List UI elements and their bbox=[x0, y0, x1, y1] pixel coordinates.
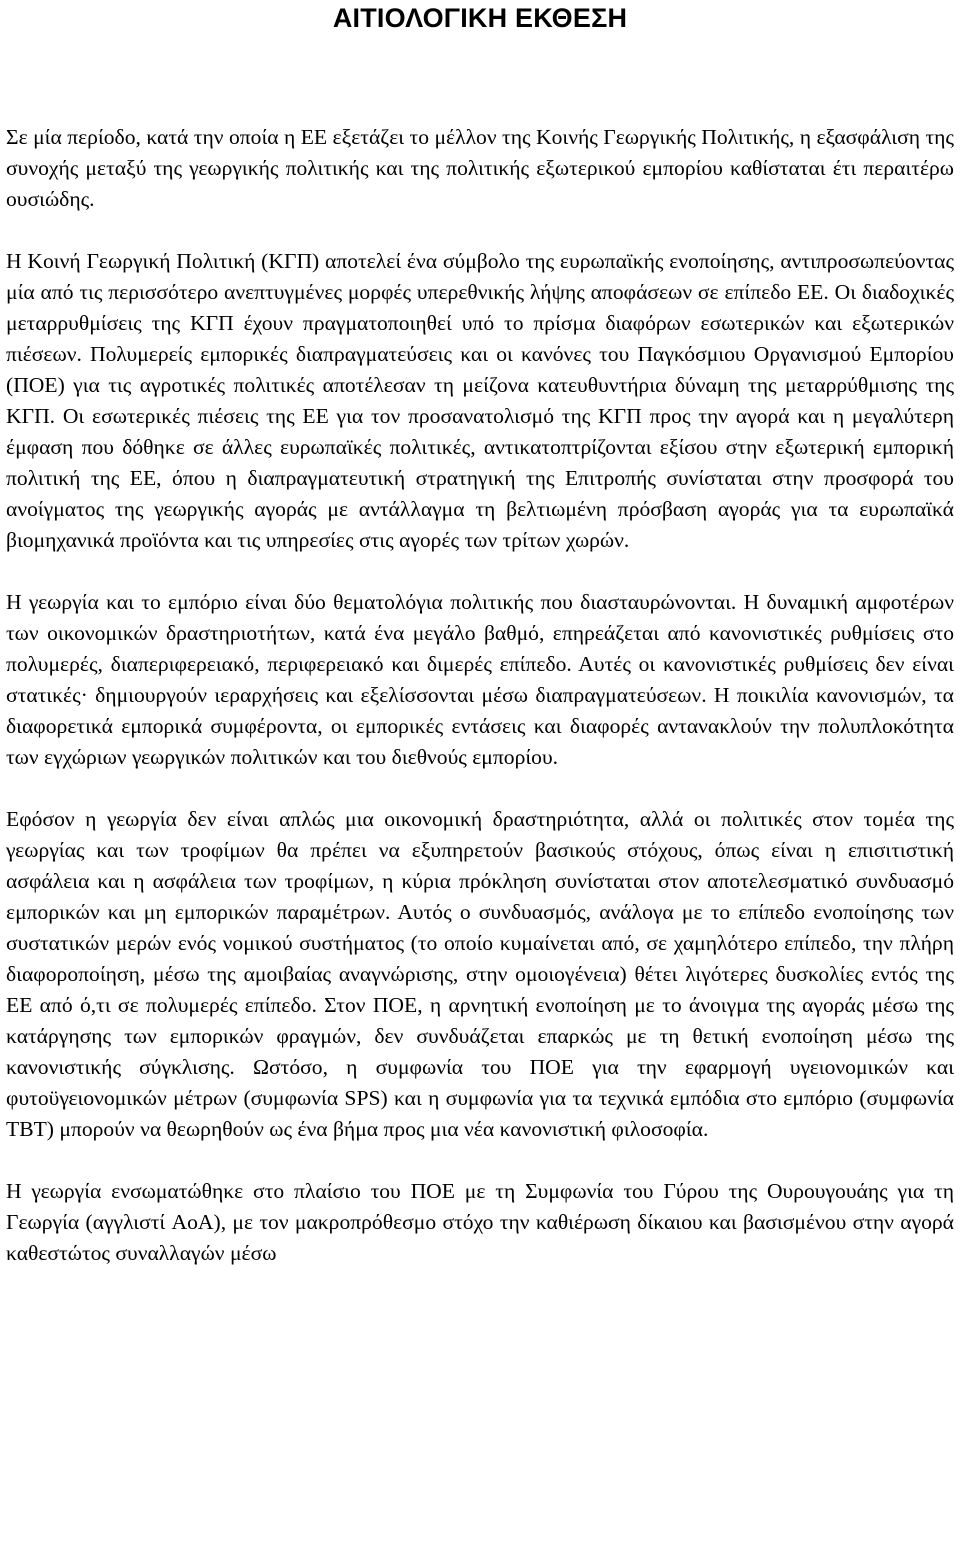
paragraph-2: Η Κοινή Γεωργική Πολιτική (ΚΓΠ) αποτελεί ένα σύμβολο της ευρωπαϊκής ενοποίησης, αντιπροσωπεύοντας μία από τις περισσότερο ανεπτυγμένες μορφές υπερεθνικής λήψης αποφάσεων σε επίπεδο ΕΕ. Οι διαδοχικές μεταρρυθμίσεις της ΚΓΠ έχουν πραγματοποιηθεί υπό το πρίσμα διαφόρων εσωτερικών και εξωτερικών πιέσεων. Πολυμερείς εμπορικές διαπραγματεύσεις και οι κανόνες του Παγκόσμιου Οργανισμού Εμπορίου (ΠΟΕ) για τις αγροτικές πολιτικές αποτέλεσαν τη μείζονα κατευθυντήρια δύναμη της μεταρρύθμισης της ΚΓΠ. Οι εσωτερικές πιέσεις της ΕΕ για τον προσανατολισμό της ΚΓΠ προς την αγορά και η μεγαλύτερη έμφαση που δόθηκε σε άλλες ευρωπαϊκές πολιτικές, αντικατοπτρίζονται εξίσου στην εξωτερική εμπορική πολιτική της ΕΕ, όπου η διαπραγματευτική στρατηγική της Επιτροπής συνίσταται στην προσφορά του ανοίγματος της γεωργικής αγοράς με αντάλλαγμα τη βελτιωμένη πρόσβαση αγοράς για τα ευρωπαϊκά βιομηχανικά προϊόντα και τις υπηρεσίες στις αγορές των τρίτων χωρών. bbox=[6, 249, 954, 552]
document-body bbox=[6, 122, 954, 1269]
paragraph-4: Εφόσον η γεωργία δεν είναι απλώς μια οικονομική δραστηριότητα, αλλά οι πολιτικές στον τομέα της γεωργίας και των τροφίμων θα πρέπει να εξυπηρετούν βασικούς στόχους, όπως είναι η επισιτιστική ασφάλεια και η ασφάλεια των τροφίμων, η κύρια πρόκληση συνίσταται στον αποτελεσματικό συνδυασμό εμπορικών και μη εμπορικών παραμέτρων. Αυτός ο συνδυασμός, ανάλογα με το επίπεδο ενοποίησης των συστατικών μερών ενός νομικού συστήματος (το οποίο κυμαίνεται από, σε χαμηλότερο επίπεδο, την πλήρη διαφοροποίηση, μέσω της αμοιβαίας αναγνώρισης, στην ομοιογένεια) θέτει λιγότερες δυσκολίες εντός της ΕΕ από ό,τι σε πολυμερές επίπεδο. Στον ΠΟΕ, η αρνητική ενοποίηση με το άνοιγμα της αγοράς μέσω της κατάργησης των εμπορικών φραγμών, δεν συνδυάζεται επαρκώς με τη θετική ενοποίηση μέσω της κανονιστικής σύγκλισης. Ωστόσο, η συμφωνία του ΠΟΕ για την εφαρμογή υγειονομικών και φυτοϋγειονομικών μέτρων (συμφωνία SPS) και η συμφωνία για τα τεχνικά εμπόδια στο εμπόριο (συμφωνία TBT) μπορούν να θεωρηθούν ως ένα βήμα προς μια νέα κανονιστική φιλοσοφία. bbox=[6, 807, 954, 1141]
paragraph-5: Η γεωργία ενσωματώθηκε στο πλαίσιο του ΠΟΕ με τη Συμφωνία του Γύρου της Ουρουγουάης για τη Γεωργία (αγγλιστί AoA), με τον μακροπρόθεσμο στόχο την καθιέρωση δίκαιου και βασισμένου στην αγορά καθεστώτος συναλλαγών μέσω bbox=[6, 1179, 954, 1265]
paragraph-3: Η γεωργία και το εμπόριο είναι δύο θεματολόγια πολιτικής που διασταυρώνονται. Η δυναμική αμφοτέρων των οικονομικών δραστηριοτήτων, κατά ένα μεγάλο βαθμό, επηρεάζεται από κανονιστικές ρυθμίσεις στο πολυμερές, διαπεριφερειακό, περιφερειακό και διμερές επίπεδο. Αυτές οι κανονιστικές ρυθμίσεις δεν είναι στατικές· δημιουργούν ιεραρχήσεις και εξελίσσονται μέσω διαπραγματεύσεων. Η ποικιλία κανονισμών, τα διαφορετικά εμπορικά συμφέροντα, οι εμπορικές εντάσεις και διαφορές αντανακλούν την πολυπλοκότητα των εγχώριων γεωργικών πολιτικών και του διεθνούς εμπορίου. bbox=[6, 590, 954, 769]
document-title: ΑΙΤΙΟΛΟΓΙΚΗ ΕΚΘΕΣΗ bbox=[332, 3, 628, 33]
paragraph-1: Σε μία περίοδο, κατά την οποία η ΕΕ εξετάζει το μέλλον της Κοινής Γεωργικής Πολιτικής, η εξασφάλιση της συνοχής μεταξύ της γεωργικής πολιτικής και της πολιτικής εξωτερικού εμπορίου καθίσταται έτι περαιτέρω ουσιώδης. bbox=[6, 125, 954, 211]
document-page bbox=[6, 0, 954, 1269]
